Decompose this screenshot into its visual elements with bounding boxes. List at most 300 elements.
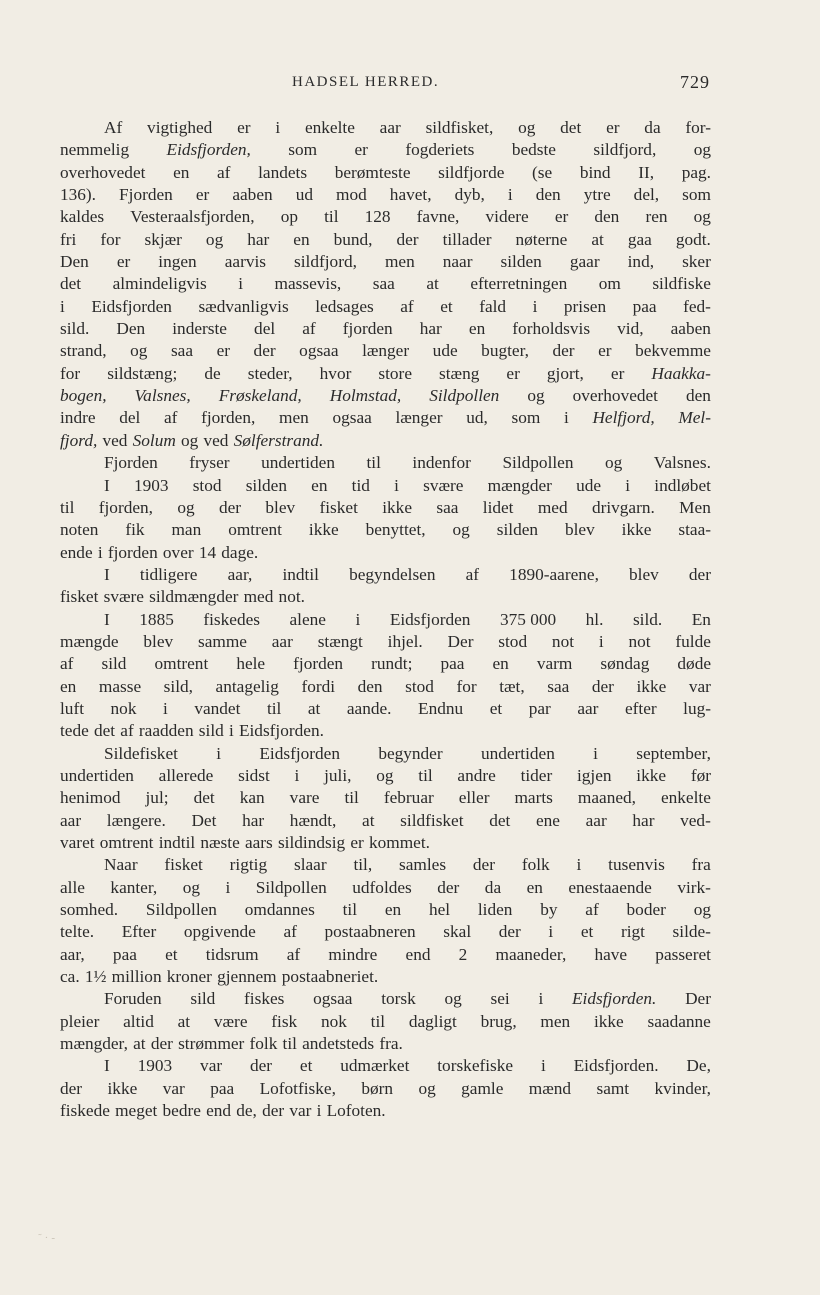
- word: som: [288, 140, 318, 160]
- word: for: [456, 676, 477, 696]
- word: fald: [479, 296, 507, 316]
- word: Den: [60, 252, 89, 272]
- word: fulde: [675, 631, 711, 651]
- word: 1903: [137, 1056, 173, 1076]
- word: Holmstad,: [329, 386, 402, 406]
- word: til: [282, 1034, 297, 1054]
- word: telte.: [60, 922, 95, 942]
- word: og: [452, 520, 470, 540]
- word: ikke: [308, 520, 339, 540]
- word: Fjorden: [104, 453, 158, 473]
- word: Sildefisket: [104, 743, 178, 763]
- word: folk: [249, 1034, 278, 1054]
- word: til: [342, 900, 358, 920]
- word: Eidsfjorden: [389, 609, 471, 629]
- word: efterretningen: [470, 274, 568, 294]
- word: luft: [60, 698, 84, 718]
- word: allerede: [158, 765, 214, 785]
- text-line: [60, 765, 711, 787]
- word: mindre: [328, 944, 378, 964]
- word: en: [526, 877, 543, 897]
- word: der: [218, 497, 242, 517]
- text-line: [60, 273, 711, 295]
- word: strand,: [60, 341, 107, 361]
- word: sild: [101, 654, 127, 674]
- word: et: [299, 1056, 313, 1076]
- word: om: [598, 274, 621, 294]
- word: ren: [645, 207, 668, 227]
- word: at: [362, 810, 375, 830]
- word: Valsnes.: [653, 453, 711, 473]
- word: passeret: [655, 944, 711, 964]
- word: raadden: [138, 721, 194, 741]
- word: af: [465, 564, 480, 584]
- word: fik: [125, 520, 145, 540]
- word: gaa: [627, 229, 652, 249]
- word: ved-: [680, 810, 711, 830]
- word: stæng: [439, 363, 480, 383]
- word: Valsnes,: [134, 386, 191, 406]
- text-line: [60, 542, 711, 564]
- word: fisk: [271, 1011, 298, 1031]
- word: udmærket: [340, 1056, 410, 1076]
- word: sild: [198, 721, 224, 741]
- word: staa-: [678, 520, 711, 540]
- word: 2: [458, 944, 468, 964]
- word: Frøskeland,: [218, 386, 302, 406]
- word: en: [468, 319, 486, 339]
- word: har: [242, 810, 265, 830]
- word: boder: [626, 900, 666, 920]
- word: aar: [577, 698, 599, 718]
- word: er: [237, 118, 251, 137]
- word: indtil: [158, 833, 196, 852]
- word: sidst: [238, 765, 270, 785]
- word: ca.: [60, 967, 80, 987]
- text-line: [60, 1055, 711, 1077]
- word: saa: [170, 341, 194, 361]
- word: sildindsig: [277, 833, 346, 852]
- word: ikke: [382, 497, 412, 517]
- word: fed-: [683, 296, 711, 316]
- word: I: [104, 564, 110, 584]
- word: til: [344, 788, 359, 808]
- word: 14: [198, 542, 217, 562]
- word: dagligt: [408, 1011, 457, 1031]
- word: vandet: [194, 698, 241, 718]
- word: hændt,: [289, 810, 337, 830]
- word: et: [580, 922, 594, 942]
- word: aar: [585, 810, 607, 830]
- word: fiskedes: [203, 609, 260, 629]
- word: Sildpollen: [255, 877, 327, 897]
- word: der: [437, 877, 460, 897]
- word: ikke: [636, 676, 667, 696]
- word: de: [204, 363, 221, 383]
- word: brug,: [480, 1011, 517, 1031]
- word: af: [302, 319, 316, 339]
- word: ind,: [627, 252, 655, 272]
- word: massevis,: [274, 274, 342, 294]
- word: del: [254, 319, 276, 339]
- word: det: [560, 118, 582, 137]
- word: ude: [576, 475, 602, 495]
- word: stod: [498, 631, 528, 651]
- word: fisket: [319, 497, 358, 517]
- word: er: [598, 341, 612, 361]
- word: henimod: [60, 788, 121, 808]
- word: i: [625, 475, 631, 495]
- word: gjennem: [217, 967, 277, 987]
- word: hvor: [319, 363, 352, 383]
- word: i: [228, 721, 234, 741]
- word: forholdsvis: [512, 319, 591, 339]
- word: aar,: [60, 944, 85, 964]
- word: Den: [116, 319, 146, 339]
- word: prisen: [563, 296, 607, 316]
- word: sildstæng;: [107, 363, 178, 383]
- word: har: [247, 229, 270, 249]
- word: kaldes: [60, 207, 105, 227]
- word: lidet: [482, 497, 514, 517]
- word: ogsaa: [332, 408, 372, 428]
- word: bund,: [333, 229, 373, 249]
- word: i: [394, 475, 399, 495]
- body-text: [60, 117, 711, 1122]
- word: Eidsfjorden.: [572, 989, 657, 1009]
- text-line: [60, 363, 711, 385]
- text-line: [60, 497, 711, 519]
- text-line: [60, 251, 711, 273]
- word: (se: [532, 162, 553, 182]
- word: omtrent: [154, 654, 209, 674]
- word: nøterne: [515, 229, 568, 249]
- word: stængt: [317, 631, 363, 651]
- word: og: [527, 386, 545, 406]
- word: tillader: [442, 229, 492, 249]
- word: i: [538, 989, 544, 1009]
- word: skjær: [144, 229, 182, 249]
- word: sild: [190, 989, 216, 1009]
- word: der: [472, 855, 495, 875]
- word: fjorden: [293, 654, 344, 674]
- word: tid: [351, 475, 370, 495]
- word: altid: [123, 1011, 154, 1031]
- text-line: [60, 787, 711, 809]
- word: aarvis: [224, 252, 266, 272]
- word: ene: [535, 810, 560, 830]
- word: I: [104, 609, 110, 629]
- word: i: [238, 274, 244, 294]
- word: paa: [210, 1078, 235, 1098]
- text-line: [60, 877, 711, 899]
- word: II,: [638, 162, 655, 182]
- word: favne,: [416, 207, 460, 227]
- word: indre: [60, 408, 96, 428]
- word: være: [213, 1011, 248, 1031]
- word: da: [484, 877, 502, 897]
- word: bind: [579, 162, 611, 182]
- word: der: [150, 1034, 173, 1054]
- word: indløbet: [654, 475, 711, 495]
- word: Naar: [104, 855, 138, 875]
- word: af: [283, 922, 297, 942]
- word: stod: [405, 676, 434, 696]
- running-head: HADSEL HERRED.: [292, 74, 440, 90]
- word: fra: [691, 855, 711, 875]
- word: mænd: [528, 1078, 572, 1098]
- word: have: [594, 944, 628, 964]
- word: noten: [60, 520, 99, 540]
- word: tidsrum: [205, 944, 259, 964]
- text-line: [60, 519, 711, 541]
- word: Eidsfjorden: [91, 296, 172, 316]
- word: rigt: [620, 922, 645, 942]
- word: dage.: [221, 542, 259, 562]
- word: saadanne: [647, 1011, 711, 1031]
- word: Men: [679, 497, 711, 517]
- word: var: [688, 676, 711, 696]
- text-line: [60, 586, 711, 608]
- word: til: [366, 453, 381, 473]
- page-header: [60, 74, 710, 100]
- word: sildfisket,: [425, 118, 494, 137]
- text-line: [60, 1011, 711, 1033]
- word: op: [280, 207, 298, 227]
- word: i: [225, 877, 231, 897]
- word: sædvanligvis: [198, 296, 289, 316]
- word: sild.: [60, 319, 90, 339]
- word: et: [440, 296, 453, 316]
- word: i: [507, 185, 513, 205]
- word: omtrent: [99, 833, 154, 852]
- word: af: [400, 296, 414, 316]
- word: end: [206, 1101, 232, 1121]
- word: at: [177, 1011, 191, 1031]
- word: De,: [686, 1056, 711, 1076]
- word: undertiden: [60, 765, 134, 785]
- word: nok: [320, 1011, 347, 1031]
- word: kvinder,: [654, 1078, 711, 1098]
- word: i: [162, 698, 168, 718]
- word: børn: [361, 1078, 394, 1098]
- word: og: [605, 453, 623, 473]
- word: kommet.: [368, 833, 430, 852]
- word: sildmængder: [149, 587, 239, 607]
- word: fjorden,: [98, 497, 153, 517]
- word: tæt,: [499, 676, 525, 696]
- word: 136).: [60, 185, 96, 205]
- word: og: [418, 1078, 436, 1098]
- text-line: [60, 475, 711, 497]
- word: der: [688, 564, 711, 584]
- word: ud,: [466, 408, 488, 428]
- word: not: [628, 631, 651, 651]
- word: 375 000: [499, 609, 557, 629]
- word: saa: [436, 497, 459, 517]
- word: stod: [192, 475, 222, 495]
- word: der: [498, 922, 521, 942]
- word: mængder,: [60, 1034, 128, 1054]
- text-line: [60, 385, 711, 407]
- word: fogderiets: [405, 140, 475, 160]
- word: andetsteds: [302, 1034, 375, 1054]
- word: men: [384, 252, 415, 272]
- word: En: [691, 609, 711, 629]
- word: svære: [423, 475, 464, 495]
- word: de,: [236, 1101, 257, 1121]
- word: aar: [60, 810, 82, 830]
- word: af: [60, 654, 74, 674]
- word: skal: [443, 922, 472, 942]
- word: der: [262, 1101, 285, 1121]
- word: aars: [244, 833, 273, 852]
- word: undertiden: [261, 453, 335, 473]
- word: antagelig: [215, 676, 279, 696]
- word: ved: [203, 430, 229, 450]
- word: sild,: [163, 676, 193, 696]
- word: alle: [60, 877, 85, 897]
- text-line: [60, 1033, 711, 1055]
- word: i: [216, 743, 222, 763]
- word: over: [162, 542, 194, 562]
- paper-smudge: ˜·‑: [38, 1232, 58, 1244]
- word: 1903: [133, 475, 169, 495]
- word: aande.: [346, 698, 392, 718]
- word: nemmelig: [60, 140, 130, 160]
- word: at: [307, 698, 321, 718]
- word: bekvemme: [635, 341, 711, 361]
- word: fordi: [301, 676, 336, 696]
- word: aar: [379, 118, 401, 137]
- word: ikke: [621, 520, 652, 540]
- word: sei: [490, 989, 510, 1009]
- word: I: [104, 1056, 110, 1076]
- word: i: [294, 765, 300, 785]
- word: at: [591, 229, 604, 249]
- word: kanter,: [110, 877, 158, 897]
- text-line: [60, 184, 711, 206]
- text-line: [60, 117, 711, 139]
- word: en: [293, 229, 310, 249]
- word: ingen: [158, 252, 197, 272]
- word: et: [165, 944, 178, 964]
- word: Der: [447, 631, 474, 651]
- text-line: [60, 631, 711, 653]
- word: tidligere: [139, 564, 198, 584]
- word: indenfor: [412, 453, 471, 473]
- word: den: [535, 185, 561, 205]
- word: not: [551, 631, 575, 651]
- word: februar: [383, 788, 434, 808]
- word: fiskede: [60, 1101, 110, 1121]
- word: postaabneriet.: [281, 967, 379, 987]
- word: længer: [362, 341, 410, 361]
- word: Lofoten.: [326, 1101, 386, 1121]
- word: Helfjord,: [592, 408, 655, 428]
- word: ikke: [593, 1011, 624, 1031]
- word: er: [216, 341, 230, 361]
- word: i: [576, 855, 582, 875]
- word: del,: [633, 185, 660, 205]
- word: 128: [364, 207, 391, 227]
- word: paa: [440, 654, 465, 674]
- word: drivgarn.: [591, 497, 655, 517]
- word: silden: [245, 475, 287, 495]
- word: næste: [200, 833, 240, 852]
- word: indtil: [282, 564, 319, 584]
- word: og: [130, 341, 148, 361]
- word: folk: [521, 855, 550, 875]
- word: begynder: [378, 743, 443, 763]
- word: enestaaende: [568, 877, 652, 897]
- word: godt.: [675, 229, 711, 249]
- word: nok: [110, 698, 137, 718]
- word: omdannes: [244, 900, 315, 920]
- word: der: [253, 341, 276, 361]
- word: er: [610, 363, 625, 383]
- word: sildfiske: [652, 274, 711, 294]
- word: silde-: [672, 922, 711, 942]
- word: Solum: [132, 430, 176, 450]
- word: almindeligvis: [112, 274, 207, 294]
- word: Vesteraalsfjorden,: [130, 207, 255, 227]
- word: Sildpollen: [145, 900, 217, 920]
- word: naar: [442, 252, 473, 272]
- word: Sølferstrand.: [233, 430, 324, 450]
- word: steder,: [247, 363, 293, 383]
- word: torsk: [381, 989, 416, 1009]
- word: udfoldes: [352, 877, 412, 897]
- word: og: [376, 765, 394, 785]
- word: ude: [432, 341, 458, 361]
- word: Sildpollen: [429, 386, 500, 406]
- word: bedste: [511, 140, 556, 160]
- word: hl.: [585, 609, 604, 629]
- word: Der: [685, 989, 711, 1009]
- word: bogen,: [60, 386, 107, 406]
- text-line: [60, 139, 711, 161]
- word: ved: [102, 430, 128, 450]
- word: overhovedet: [572, 386, 658, 406]
- word: omtrent: [228, 520, 282, 540]
- word: fri: [60, 229, 77, 249]
- word: undertiden: [480, 743, 555, 763]
- word: har: [632, 810, 655, 830]
- word: enkelte: [660, 788, 711, 808]
- word: fryser: [189, 453, 230, 473]
- word: opgivende: [183, 922, 256, 942]
- word: Eidsfjorden: [259, 743, 340, 763]
- word: den: [685, 386, 711, 406]
- word: saa: [547, 676, 570, 696]
- word: Af: [104, 118, 123, 137]
- word: dyb,: [454, 185, 485, 205]
- text-line: [60, 206, 711, 228]
- word: som: [511, 408, 541, 428]
- text-line: [60, 966, 711, 988]
- word: det: [60, 274, 82, 294]
- text-line: [60, 988, 711, 1010]
- word: fjord,: [60, 430, 98, 450]
- word: er: [506, 363, 520, 383]
- word: af: [286, 944, 301, 964]
- word: af: [120, 721, 134, 741]
- text-line: [60, 743, 711, 765]
- word: man: [171, 520, 202, 540]
- word: en: [492, 654, 509, 674]
- word: i: [97, 542, 103, 562]
